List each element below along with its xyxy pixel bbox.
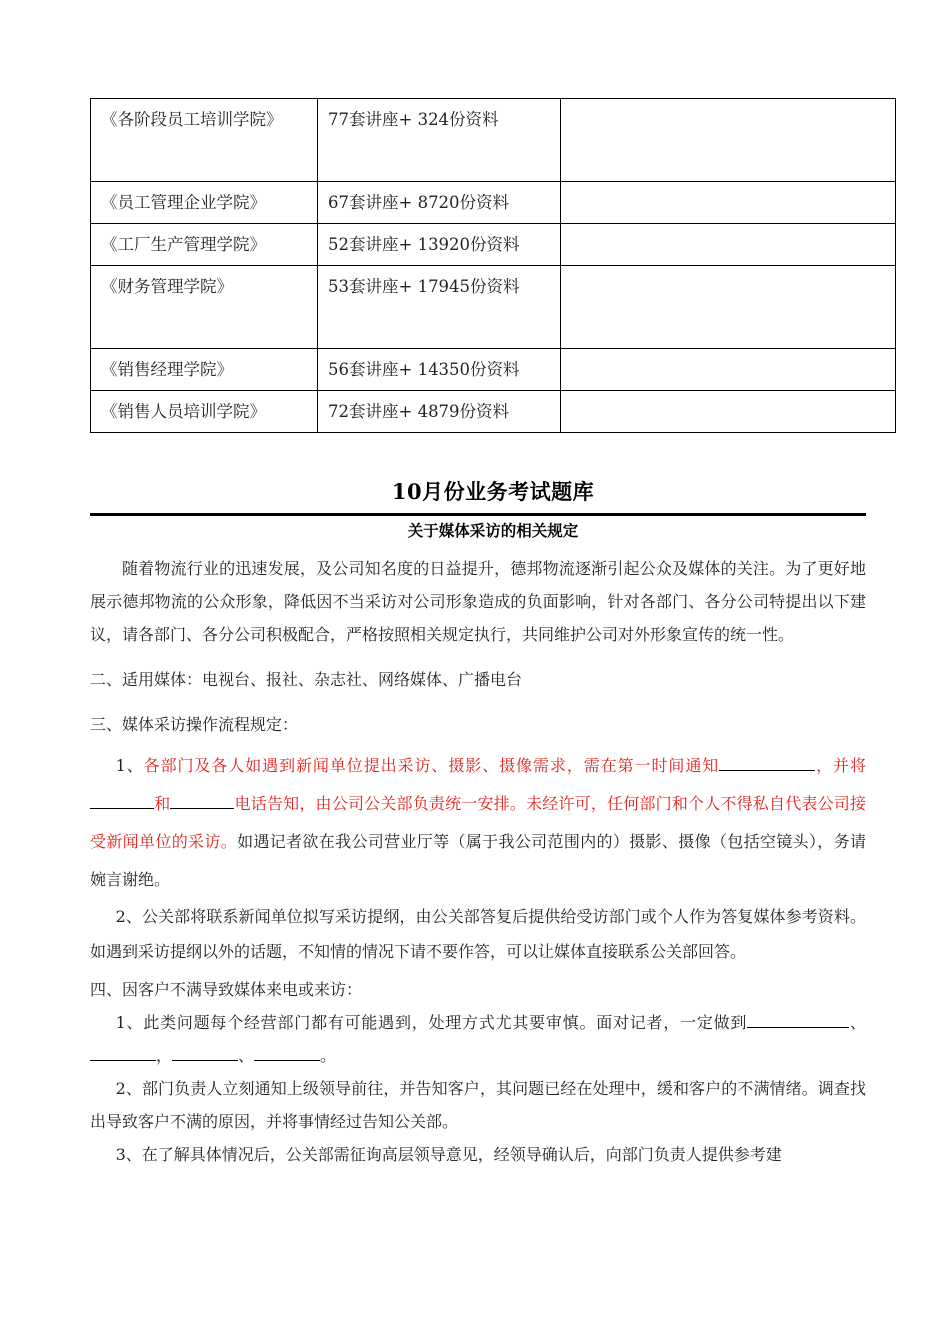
table-cell-detail: 67套讲座+ 8720份资料 (318, 182, 561, 224)
table-row (91, 182, 896, 224)
rule-item-1 (90, 747, 866, 899)
table-cell-name: 《工厂生产管理学院》 (91, 224, 318, 266)
table-row (91, 266, 896, 349)
rule-item-4-3: 3、在了解具体情况后，公关部需征询高层领导意见，经领导确认后，向部门负责人提供参考建 (115, 1145, 782, 1164)
table-cell-extra (561, 391, 896, 433)
punct: ， (156, 1046, 173, 1065)
punct: 、 (238, 1046, 255, 1065)
table-cell-name: 《各阶段员工培训学院》 (91, 99, 318, 182)
rule-red-text: 和 (154, 794, 171, 813)
rule-red-text: ，并将 (815, 756, 866, 775)
table-row (91, 224, 896, 266)
section-customer-complaint: 四、因客户不满导致媒体来电或来访： (90, 980, 363, 999)
section-subtitle: 关于媒体采访的相关规定 (407, 521, 579, 540)
table-cell-extra (561, 349, 896, 391)
punct: 。 (320, 1046, 337, 1065)
fill-blank (170, 792, 234, 809)
rule-text: 1、此类问题每个经营部门都有可能遇到，处理方式尤其要审慎。面对记者，一定做到 (115, 1013, 748, 1032)
table-cell-detail: 77套讲座+ 324份资料 (318, 99, 561, 182)
rule-text: 如遇记者欲在我公司营业厅等（属于我公司范围内的）摄影、摄像（包括空镜头），务请婉言谢绝。 (90, 832, 866, 889)
table-cell-detail: 53套讲座+ 17945份资料 (318, 266, 561, 349)
fill-blank (719, 754, 815, 771)
page-title: 10月份业务考试题库 (391, 479, 595, 504)
intro-paragraph: 随着物流行业的迅速发展，及公司知名度的日益提升，德邦物流逐渐引起公众及媒体的关注。为了更好地展示德邦物流的公众形象，降低因不当采访对公司形象造成的负面影响，针对各部门、各分公司特提出以下建议，请各部门、各分公司积极配合，严格按照相关规定执行，共同维护公司对外形象宣传的统一性。 (90, 559, 866, 644)
table-row (91, 349, 896, 391)
table-row (91, 391, 896, 433)
rule-red-text: 各部门及各人如遇到新闻单位提出采访、摄影、摄像需求，需在第一时间通知 (143, 756, 720, 775)
table-cell-detail: 72套讲座+ 4879份资料 (318, 391, 561, 433)
fill-blank (815, 1011, 849, 1028)
rule-red-text: 电话告知，由公司公关部负责统一安排。未经许可，任何部门和个人不得私自代表公司接受新闻单位的采访。 (90, 794, 866, 851)
table-cell-name: 《财务管理学院》 (91, 266, 318, 349)
title-divider (90, 513, 866, 516)
resource-table (90, 98, 896, 433)
table-cell-detail: 56套讲座+ 14350份资料 (318, 349, 561, 391)
rule-item-2: 2、公关部将联系新闻单位拟写采访提纲，由公关部答复后提供给受访部门或个人作为答复媒体参考资料。如遇到采访提纲以外的话题，不知情的情况下请不要作答，可以让媒体直接联系公关部回答。 (90, 907, 866, 961)
item-number: 1、 (115, 756, 144, 775)
table-cell-detail: 52套讲座+ 13920份资料 (318, 224, 561, 266)
fill-blank (254, 1044, 320, 1061)
rule-item-4-1 (90, 1006, 866, 1072)
table-cell-extra (561, 99, 896, 182)
table-cell-extra (561, 182, 896, 224)
fill-blank (172, 1044, 238, 1061)
rule-item-4-2: 2、部门负责人立刻通知上级领导前往，并告知客户，其问题已经在处理中，缓和客户的不满情绪。调查找出导致客户不满的原因，并将事情经过告知公关部。 (90, 1079, 866, 1131)
table-cell-extra (561, 224, 896, 266)
section-applicable-media: 二、适用媒体：电视台、报社、杂志社、网络媒体、广播电台 (90, 670, 523, 689)
table-cell-name: 《员工管理企业学院》 (91, 182, 318, 224)
punct: 、 (849, 1013, 866, 1032)
table-cell-extra (561, 266, 896, 349)
document-body (90, 552, 866, 1171)
fill-blank (90, 792, 154, 809)
table-cell-name: 《销售经理学院》 (91, 349, 318, 391)
table-cell-name: 《销售人员培训学院》 (91, 391, 318, 433)
section-interview-process: 三、媒体采访操作流程规定： (90, 715, 299, 734)
fill-blank (90, 1044, 156, 1061)
table-row (91, 99, 896, 182)
fill-blank (747, 1011, 815, 1028)
